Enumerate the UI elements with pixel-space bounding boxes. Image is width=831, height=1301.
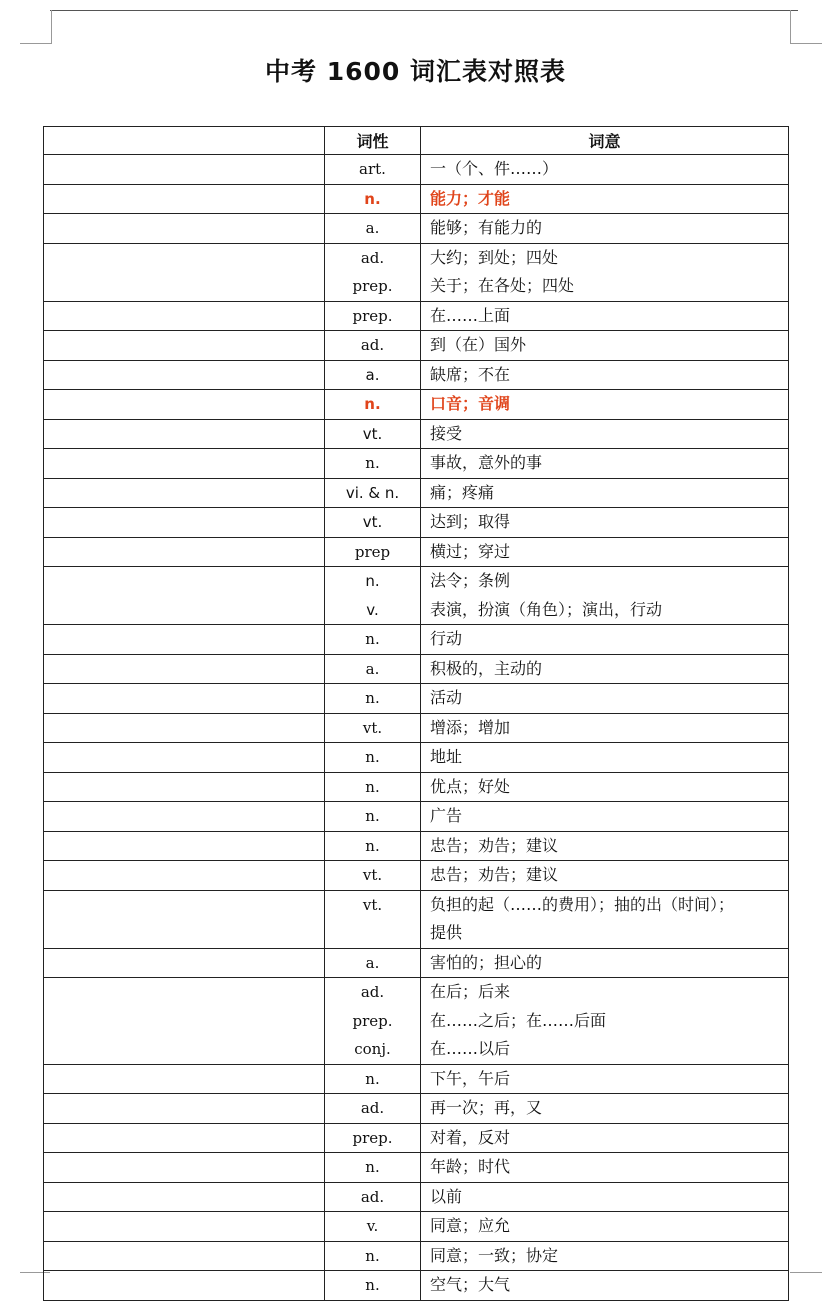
meaning-text: 空气；大气 xyxy=(430,1275,511,1294)
meaning-text: 同意；一致；协定 xyxy=(430,1245,559,1265)
table-row xyxy=(44,743,789,773)
part-of-speech-text: n. xyxy=(365,807,380,825)
part-of-speech-cell xyxy=(325,478,421,508)
part-of-speech-text: vt. xyxy=(362,866,383,884)
meaning-cell xyxy=(421,890,789,948)
word-cell xyxy=(44,1094,325,1124)
part-of-speech-text: n. xyxy=(365,777,380,796)
meaning-text: 同意；应允 xyxy=(430,1216,511,1235)
word-cell xyxy=(44,301,325,331)
table-row xyxy=(44,390,789,420)
meaning-cell xyxy=(421,654,789,684)
meaning-text: 到（在）国外 xyxy=(430,335,527,354)
meaning-text: 在……上面 xyxy=(430,305,511,325)
part-of-speech-cell xyxy=(325,214,421,244)
part-of-speech-text: vt. xyxy=(362,513,383,531)
meaning-cell xyxy=(421,831,789,861)
meaning-cell xyxy=(421,390,789,420)
part-of-speech-text: conj. xyxy=(354,1040,391,1058)
word-cell xyxy=(44,978,325,1065)
meaning-cell xyxy=(421,802,789,832)
part-of-speech-cell xyxy=(325,861,421,891)
word-cell xyxy=(44,155,325,185)
meaning-text: 增添；增加 xyxy=(430,717,511,737)
crop-mark-top-right-vertical xyxy=(790,10,791,43)
meaning-text: 以前 xyxy=(430,1186,463,1206)
meaning-cell xyxy=(421,331,789,361)
meaning-text: 下午，午后 xyxy=(430,1068,511,1088)
crop-mark-top-right xyxy=(790,43,822,44)
part-of-speech-text: prep xyxy=(354,542,391,561)
meaning-cell xyxy=(421,713,789,743)
part-of-speech-cell xyxy=(325,743,421,773)
part-of-speech-cell xyxy=(325,184,421,214)
meaning-cell xyxy=(421,861,789,891)
table-row xyxy=(44,449,789,479)
meaning-text: 负担的起（……的费用）；抽的出（时间）； xyxy=(430,894,735,914)
meaning-cell xyxy=(421,1094,789,1124)
meaning-text: 接受 xyxy=(430,423,463,443)
meaning-cell xyxy=(421,360,789,390)
word-cell xyxy=(44,948,325,978)
part-of-speech-cell xyxy=(325,360,421,390)
word-cell xyxy=(44,1182,325,1212)
meaning-text: 缺席；不在 xyxy=(430,364,511,384)
meaning-cell xyxy=(421,155,789,185)
word-cell xyxy=(44,478,325,508)
meaning-text: 能够；有能力的 xyxy=(430,218,543,237)
word-cell xyxy=(44,831,325,861)
word-cell xyxy=(44,508,325,538)
part-of-speech-text: v. xyxy=(366,600,379,619)
meaning-cell xyxy=(421,743,789,773)
part-of-speech-text: ad. xyxy=(360,983,385,1001)
part-of-speech-cell xyxy=(325,831,421,861)
word-cell xyxy=(44,537,325,567)
word-cell xyxy=(44,419,325,449)
meaning-text: 一（个、件……） xyxy=(430,159,559,178)
word-cell xyxy=(44,331,325,361)
meaning-text: 口音；音调 xyxy=(430,394,511,413)
meaning-cell xyxy=(421,1123,789,1153)
word-cell xyxy=(44,625,325,655)
table-row xyxy=(44,654,789,684)
meaning-cell xyxy=(421,214,789,244)
part-of-speech-text: vt. xyxy=(362,895,383,914)
meaning-text: 对着，反对 xyxy=(430,1127,511,1147)
part-of-speech-cell xyxy=(325,978,421,1065)
meaning-text: 活动 xyxy=(430,688,463,707)
part-of-speech-cell xyxy=(325,654,421,684)
table-row xyxy=(44,155,789,185)
part-of-speech-text xyxy=(325,919,420,948)
table-row xyxy=(44,772,789,802)
part-of-speech-text: ad. xyxy=(360,1187,385,1206)
meaning-cell xyxy=(421,419,789,449)
word-cell xyxy=(44,1123,325,1153)
meaning-cell xyxy=(421,772,789,802)
word-cell xyxy=(44,1271,325,1301)
table-body xyxy=(44,155,789,1301)
word-cell xyxy=(44,713,325,743)
part-of-speech-cell xyxy=(325,419,421,449)
part-of-speech-cell xyxy=(325,1182,421,1212)
crop-mark-top-left xyxy=(20,43,52,44)
table-row xyxy=(44,831,789,861)
table-row xyxy=(44,567,789,625)
word-cell xyxy=(44,184,325,214)
word-cell xyxy=(44,360,325,390)
table-row xyxy=(44,214,789,244)
part-of-speech-text: n. xyxy=(365,1069,380,1088)
table-row xyxy=(44,478,789,508)
table-row xyxy=(44,1271,789,1301)
meaning-cell xyxy=(421,1064,789,1094)
word-cell xyxy=(44,390,325,420)
part-of-speech-text: art. xyxy=(359,160,386,178)
part-of-speech-text: vi. & n. xyxy=(345,483,400,502)
meaning-text: 法令；条例 xyxy=(430,571,511,590)
part-of-speech-cell xyxy=(325,890,421,948)
meaning-text: 行动 xyxy=(430,629,463,648)
part-of-speech-text: ad. xyxy=(360,1099,385,1117)
word-cell xyxy=(44,743,325,773)
meaning-text: 积极的，主动的 xyxy=(430,658,543,678)
part-of-speech-text: prep. xyxy=(352,306,393,325)
meaning-cell xyxy=(421,948,789,978)
word-cell xyxy=(44,802,325,832)
part-of-speech-cell xyxy=(325,537,421,567)
header-meaning: 词意 xyxy=(421,127,789,155)
word-cell xyxy=(44,1212,325,1242)
meaning-text: 痛；疼痛 xyxy=(430,482,495,502)
word-cell xyxy=(44,567,325,625)
word-cell xyxy=(44,654,325,684)
meaning-cell xyxy=(421,1153,789,1183)
part-of-speech-cell xyxy=(325,1153,421,1183)
part-of-speech-cell xyxy=(325,508,421,538)
table-row xyxy=(44,360,789,390)
crop-mark-top-left-vertical xyxy=(51,10,52,43)
table-row xyxy=(44,684,789,714)
part-of-speech-cell xyxy=(325,1064,421,1094)
part-of-speech-cell xyxy=(325,713,421,743)
meaning-cell xyxy=(421,1241,789,1271)
table-row xyxy=(44,713,789,743)
table-row xyxy=(44,508,789,538)
part-of-speech-cell xyxy=(325,1094,421,1124)
header-part-of-speech: 词性 xyxy=(325,127,421,155)
part-of-speech-cell xyxy=(325,567,421,625)
table-row xyxy=(44,184,789,214)
word-cell xyxy=(44,1241,325,1271)
meaning-text: 大约；到处；四处 xyxy=(430,247,559,267)
meaning-text: 表演，扮演（角色）；演出，行动 xyxy=(430,599,663,619)
meaning-text: 再一次；再，又 xyxy=(430,1098,543,1117)
word-cell xyxy=(44,684,325,714)
word-cell xyxy=(44,861,325,891)
part-of-speech-text: n. xyxy=(365,748,380,766)
part-of-speech-cell xyxy=(325,1123,421,1153)
word-cell xyxy=(44,243,325,301)
part-of-speech-cell xyxy=(325,449,421,479)
meaning-cell xyxy=(421,567,789,625)
part-of-speech-text: ad. xyxy=(360,248,385,267)
table-row xyxy=(44,978,789,1065)
part-of-speech-text: n. xyxy=(365,1246,380,1265)
meaning-text: 提供 xyxy=(430,923,463,942)
meaning-text: 害怕的；担心的 xyxy=(430,952,543,972)
part-of-speech-text: n. xyxy=(365,630,380,648)
page-top-edge xyxy=(50,10,798,11)
table-row xyxy=(44,537,789,567)
word-cell xyxy=(44,1153,325,1183)
meaning-cell xyxy=(421,1271,789,1301)
part-of-speech-text: n. xyxy=(364,189,381,208)
meaning-text: 达到；取得 xyxy=(430,512,511,531)
meaning-text: 在……以后 xyxy=(430,1039,511,1058)
part-of-speech-text: n. xyxy=(365,689,380,707)
meaning-cell xyxy=(421,537,789,567)
table-row xyxy=(44,1094,789,1124)
crop-mark-bottom-right xyxy=(790,1272,822,1273)
part-of-speech-cell xyxy=(325,331,421,361)
meaning-cell xyxy=(421,478,789,508)
meaning-text: 横过；穿过 xyxy=(430,541,511,561)
part-of-speech-text: n. xyxy=(365,1276,380,1294)
table-row xyxy=(44,861,789,891)
part-of-speech-text: v. xyxy=(366,1217,379,1235)
table-row xyxy=(44,890,789,948)
part-of-speech-text: vt. xyxy=(362,718,383,737)
part-of-speech-text: n. xyxy=(365,572,380,590)
part-of-speech-cell xyxy=(325,243,421,301)
meaning-cell xyxy=(421,184,789,214)
part-of-speech-cell xyxy=(325,802,421,832)
meaning-cell xyxy=(421,243,789,301)
word-cell xyxy=(44,772,325,802)
part-of-speech-text: prep. xyxy=(352,1128,393,1147)
table-header-row xyxy=(44,127,789,155)
part-of-speech-text: a. xyxy=(365,953,380,972)
table-row xyxy=(44,625,789,655)
part-of-speech-cell xyxy=(325,1271,421,1301)
meaning-text: 优点；好处 xyxy=(430,776,511,796)
part-of-speech-cell xyxy=(325,772,421,802)
part-of-speech-cell xyxy=(325,625,421,655)
table-row xyxy=(44,1182,789,1212)
part-of-speech-cell xyxy=(325,1241,421,1271)
meaning-cell xyxy=(421,449,789,479)
part-of-speech-cell xyxy=(325,1212,421,1242)
meaning-text: 广告 xyxy=(430,806,463,825)
part-of-speech-text: prep. xyxy=(352,277,393,295)
table-row xyxy=(44,1153,789,1183)
part-of-speech-text: n. xyxy=(365,836,380,855)
part-of-speech-text: ad. xyxy=(360,336,385,354)
meaning-text: 事故，意外的事 xyxy=(430,453,543,472)
part-of-speech-cell xyxy=(325,948,421,978)
meaning-text: 在后；后来 xyxy=(430,982,511,1001)
table-row xyxy=(44,1064,789,1094)
part-of-speech-text: prep. xyxy=(352,1011,393,1030)
part-of-speech-cell xyxy=(325,684,421,714)
vocabulary-table xyxy=(43,126,789,1301)
part-of-speech-cell xyxy=(325,390,421,420)
word-cell xyxy=(44,890,325,948)
document-title: 中考 1600 词汇表对照表 xyxy=(265,57,566,86)
meaning-text: 地址 xyxy=(430,747,463,766)
meaning-text: 年龄；时代 xyxy=(430,1157,511,1176)
header-word xyxy=(44,127,325,155)
table-row xyxy=(44,802,789,832)
meaning-text: 忠告；劝告；建议 xyxy=(430,835,559,855)
table-row xyxy=(44,301,789,331)
meaning-text: 忠告；劝告；建议 xyxy=(430,865,559,884)
part-of-speech-text: a. xyxy=(365,659,380,678)
word-cell xyxy=(44,214,325,244)
part-of-speech-text: n. xyxy=(365,1158,380,1176)
table-row xyxy=(44,331,789,361)
meaning-cell xyxy=(421,301,789,331)
part-of-speech-text: n. xyxy=(365,454,380,472)
meaning-text: 能力；才能 xyxy=(430,188,511,208)
table-row xyxy=(44,1241,789,1271)
table-row xyxy=(44,1212,789,1242)
meaning-text: 关于；在各处；四处 xyxy=(430,276,575,295)
meaning-cell xyxy=(421,625,789,655)
part-of-speech-text: a. xyxy=(365,219,380,237)
meaning-text: 在……之后；在……后面 xyxy=(430,1010,607,1030)
part-of-speech-cell xyxy=(325,155,421,185)
table-row xyxy=(44,419,789,449)
word-cell xyxy=(44,449,325,479)
table-row xyxy=(44,243,789,301)
meaning-cell xyxy=(421,1182,789,1212)
table-row xyxy=(44,1123,789,1153)
meaning-cell xyxy=(421,508,789,538)
word-cell xyxy=(44,1064,325,1094)
part-of-speech-text: n. xyxy=(364,395,381,413)
meaning-cell xyxy=(421,684,789,714)
part-of-speech-text: vt. xyxy=(362,424,383,443)
part-of-speech-text: a. xyxy=(365,365,380,384)
table-row xyxy=(44,948,789,978)
meaning-cell xyxy=(421,978,789,1065)
meaning-cell xyxy=(421,1212,789,1242)
part-of-speech-cell xyxy=(325,301,421,331)
